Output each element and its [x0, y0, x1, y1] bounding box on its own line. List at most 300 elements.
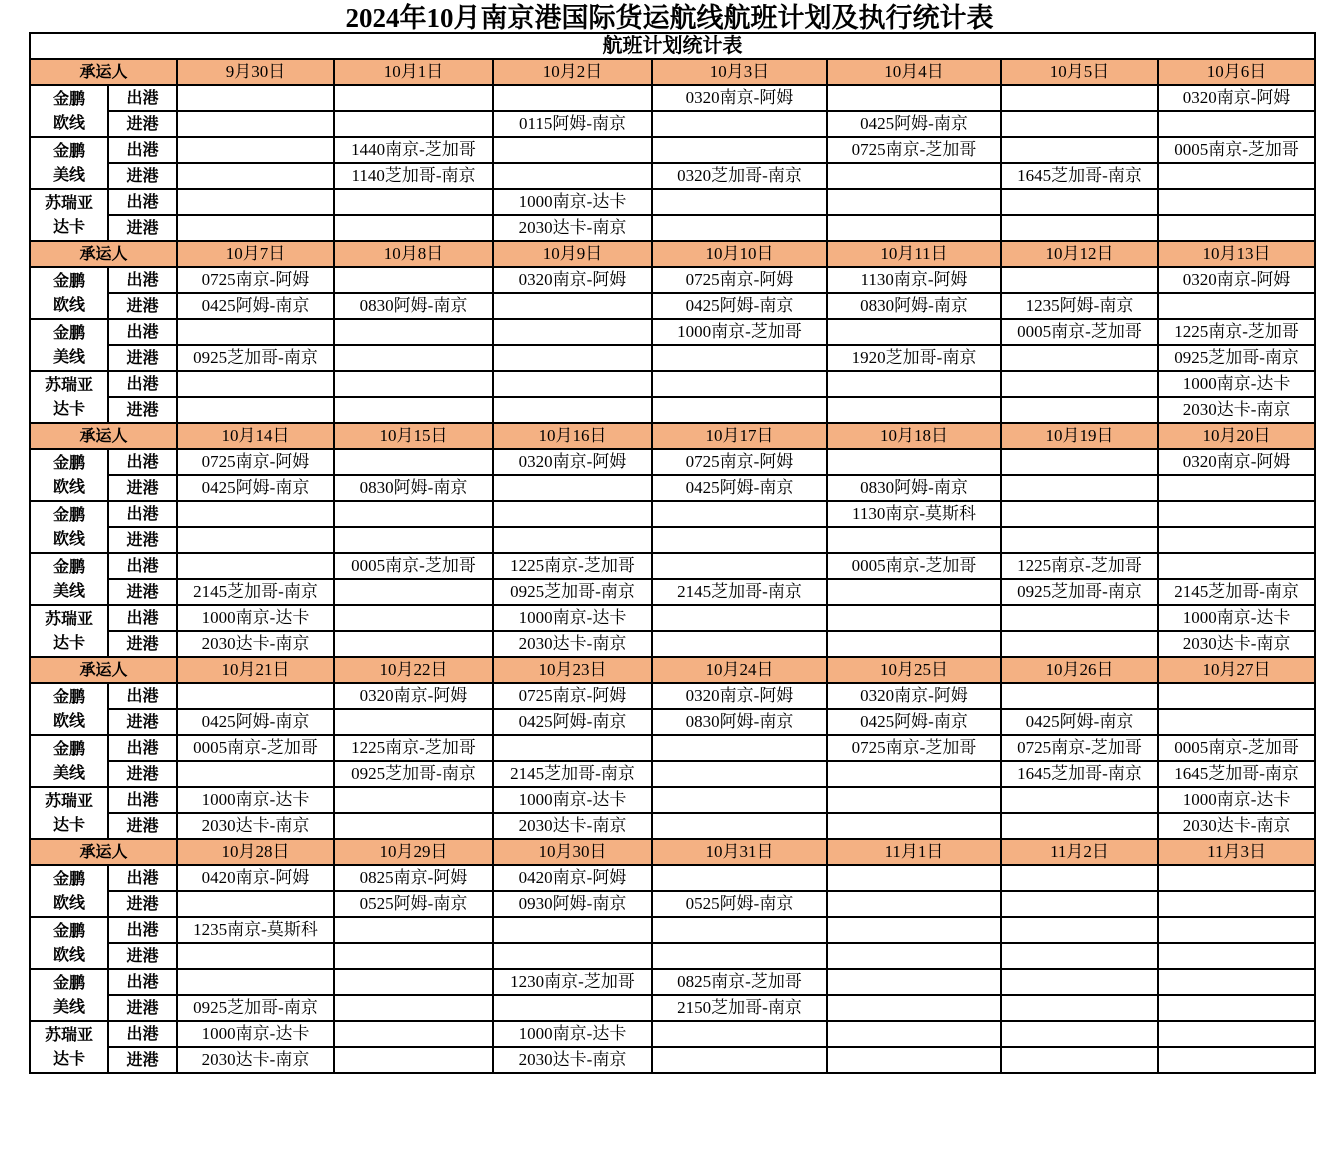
- carrier-name-line: 苏瑞亚: [44, 1025, 93, 1044]
- flight-cell: [1001, 85, 1158, 111]
- flight-cell: [493, 917, 652, 943]
- carrier-header: 承运人: [30, 657, 177, 683]
- flight-cell: [493, 163, 652, 189]
- flight-cell: 0425阿姆-南京: [652, 475, 827, 501]
- carrier-header: 承运人: [30, 423, 177, 449]
- flight-cell: [334, 527, 493, 553]
- flight-cell: 0830阿姆-南京: [652, 709, 827, 735]
- carrier-cell: [30, 189, 108, 241]
- direction-cell: 进港: [108, 345, 177, 371]
- date-header: 10月29日: [334, 839, 493, 865]
- table-row: [30, 709, 1315, 735]
- flight-cell: [827, 891, 1001, 917]
- flight-cell: [177, 371, 334, 397]
- flight-cell: [1158, 969, 1315, 995]
- table-row: [30, 605, 1315, 631]
- flight-cell: [1158, 111, 1315, 137]
- flight-cell: [493, 397, 652, 423]
- flight-cell: [177, 397, 334, 423]
- flight-cell: [1158, 501, 1315, 527]
- flight-cell: [334, 969, 493, 995]
- flight-cell: [827, 865, 1001, 891]
- flight-cell: 1000南京-达卡: [493, 1021, 652, 1047]
- flight-cell: 1440南京-芝加哥: [334, 137, 493, 163]
- date-header: 10月5日: [1001, 59, 1158, 85]
- date-header: 10月8日: [334, 241, 493, 267]
- date-header: 10月7日: [177, 241, 334, 267]
- flight-cell: [334, 813, 493, 839]
- carrier-name-line: 欧线: [52, 295, 85, 314]
- flight-cell: [1001, 605, 1158, 631]
- flight-cell: [1158, 995, 1315, 1021]
- flight-cell: [334, 709, 493, 735]
- flight-cell: 0525阿姆-南京: [652, 891, 827, 917]
- flight-cell: 1000南京-达卡: [493, 787, 652, 813]
- flight-cell: 2030达卡-南京: [493, 1047, 652, 1073]
- flight-cell: [1158, 943, 1315, 969]
- table-row: [30, 735, 1315, 761]
- flight-cell: 0525阿姆-南京: [334, 891, 493, 917]
- table-row: [30, 891, 1315, 917]
- flight-cell: [1001, 475, 1158, 501]
- carrier-cell: [30, 553, 108, 605]
- flight-cell: 0825南京-阿姆: [334, 865, 493, 891]
- flight-cell: 2145芝加哥-南京: [1158, 579, 1315, 605]
- direction-cell: 出港: [108, 735, 177, 761]
- carrier-name-line: 欧线: [52, 477, 85, 496]
- flight-cell: [652, 813, 827, 839]
- carrier-cell: [30, 605, 108, 657]
- flight-cell: 0425阿姆-南京: [652, 293, 827, 319]
- table-row: [30, 943, 1315, 969]
- flight-cell: [177, 943, 334, 969]
- flight-cell: 0320南京-阿姆: [493, 267, 652, 293]
- direction-cell: 出港: [108, 787, 177, 813]
- flight-cell: [1001, 943, 1158, 969]
- date-header: 10月12日: [1001, 241, 1158, 267]
- page-title: 2024年10月南京港国际货运航线航班计划及执行统计表: [345, 3, 994, 33]
- carrier-cell: [30, 85, 108, 137]
- flight-cell: [652, 137, 827, 163]
- direction-cell: 进港: [108, 943, 177, 969]
- flight-cell: 0725南京-阿姆: [177, 267, 334, 293]
- flight-cell: 2030达卡-南京: [493, 631, 652, 657]
- direction-cell: 进港: [108, 215, 177, 241]
- carrier-name-line: 欧线: [52, 113, 85, 132]
- date-header: 10月23日: [493, 657, 652, 683]
- flight-cell: [177, 527, 334, 553]
- carrier-cell: [30, 969, 108, 1021]
- table-row: [30, 85, 1315, 111]
- carrier-name-line: 欧线: [52, 529, 85, 548]
- table-row: [30, 319, 1315, 345]
- carrier-cell: [30, 683, 108, 735]
- flight-cell: 0320南京-阿姆: [652, 683, 827, 709]
- date-header: 10月3日: [652, 59, 827, 85]
- flight-cell: 0320南京-阿姆: [493, 449, 652, 475]
- direction-cell: 出港: [108, 189, 177, 215]
- flight-cell: [493, 293, 652, 319]
- flight-cell: 1225南京-芝加哥: [1001, 553, 1158, 579]
- flight-cell: [1158, 553, 1315, 579]
- date-header: 10月27日: [1158, 657, 1315, 683]
- flight-cell: 1225南京-芝加哥: [493, 553, 652, 579]
- table-row: [30, 865, 1315, 891]
- date-header: 10月17日: [652, 423, 827, 449]
- flight-cell: [652, 527, 827, 553]
- carrier-name-line: 美线: [52, 763, 85, 782]
- flight-cell: 0425阿姆-南京: [1001, 709, 1158, 735]
- carrier-cell: [30, 501, 108, 553]
- flight-cell: [177, 969, 334, 995]
- flight-cell: [493, 527, 652, 553]
- carrier-name-line: 美线: [52, 165, 85, 184]
- direction-cell: 出港: [108, 865, 177, 891]
- flight-cell: [177, 85, 334, 111]
- flight-cell: [652, 787, 827, 813]
- flight-cell: [177, 553, 334, 579]
- flight-cell: [652, 1021, 827, 1047]
- flight-cell: 0320南京-阿姆: [1158, 267, 1315, 293]
- flight-cell: 0320南京-阿姆: [1158, 449, 1315, 475]
- carrier-cell: [30, 865, 108, 917]
- flight-cell: [827, 631, 1001, 657]
- carrier-name-line: 金鹏: [52, 323, 85, 342]
- table-row: [30, 137, 1315, 163]
- direction-cell: 出港: [108, 553, 177, 579]
- flight-cell: 1645芝加哥-南京: [1001, 163, 1158, 189]
- flight-cell: [652, 553, 827, 579]
- flight-cell: [652, 371, 827, 397]
- flight-cell: [652, 761, 827, 787]
- flight-cell: 1645芝加哥-南京: [1001, 761, 1158, 787]
- flight-cell: 0320南京-阿姆: [827, 683, 1001, 709]
- table-row: [30, 683, 1315, 709]
- flight-cell: [652, 501, 827, 527]
- direction-cell: 进港: [108, 527, 177, 553]
- flight-cell: 0320南京-阿姆: [1158, 85, 1315, 111]
- flight-cell: [652, 215, 827, 241]
- date-header: 10月4日: [827, 59, 1001, 85]
- flight-cell: 0005南京-芝加哥: [177, 735, 334, 761]
- flight-cell: [1001, 267, 1158, 293]
- flight-cell: [334, 215, 493, 241]
- carrier-cell: [30, 787, 108, 839]
- date-header: 9月30日: [177, 59, 334, 85]
- carrier-name-line: 苏瑞亚: [44, 609, 93, 628]
- table-row: [30, 371, 1315, 397]
- direction-cell: 进港: [108, 579, 177, 605]
- flight-cell: 0925芝加哥-南京: [493, 579, 652, 605]
- carrier-name-line: 欧线: [52, 711, 85, 730]
- table-row: [30, 293, 1315, 319]
- flight-cell: 0930阿姆-南京: [493, 891, 652, 917]
- flight-cell: 1000南京-达卡: [1158, 371, 1315, 397]
- flight-cell: [493, 995, 652, 1021]
- flight-cell: 2030达卡-南京: [177, 631, 334, 657]
- flight-cell: 2145芝加哥-南京: [493, 761, 652, 787]
- flight-cell: [1001, 891, 1158, 917]
- flight-cell: [177, 319, 334, 345]
- direction-cell: 进港: [108, 891, 177, 917]
- flight-cell: [177, 215, 334, 241]
- direction-cell: 进港: [108, 709, 177, 735]
- date-header: 10月28日: [177, 839, 334, 865]
- direction-cell: 出港: [108, 1021, 177, 1047]
- carrier-cell: [30, 371, 108, 423]
- carrier-name-line: 美线: [52, 997, 85, 1016]
- flight-cell: 2145芝加哥-南京: [652, 579, 827, 605]
- flight-cell: [1158, 865, 1315, 891]
- flight-cell: 0725南京-芝加哥: [827, 137, 1001, 163]
- table-row: [30, 501, 1315, 527]
- carrier-name-line: 金鹏: [52, 557, 85, 576]
- flight-cell: 1230南京-芝加哥: [493, 969, 652, 995]
- flight-cell: 2030达卡-南京: [1158, 813, 1315, 839]
- flight-cell: [177, 683, 334, 709]
- flight-cell: 1130南京-阿姆: [827, 267, 1001, 293]
- carrier-name-line: 金鹏: [52, 505, 85, 524]
- carrier-name-line: 金鹏: [52, 453, 85, 472]
- carrier-name-line: 美线: [52, 347, 85, 366]
- date-header: 11月1日: [827, 839, 1001, 865]
- flight-cell: 1130南京-莫斯科: [827, 501, 1001, 527]
- flight-cell: 0725南京-阿姆: [652, 267, 827, 293]
- flight-cell: [1158, 891, 1315, 917]
- flight-cell: [1001, 371, 1158, 397]
- flight-cell: 0830阿姆-南京: [334, 293, 493, 319]
- direction-cell: 出港: [108, 371, 177, 397]
- date-header: 10月13日: [1158, 241, 1315, 267]
- table-row: [30, 761, 1315, 787]
- table-row: [30, 995, 1315, 1021]
- carrier-name-line: 达卡: [52, 633, 85, 652]
- flight-cell: [652, 111, 827, 137]
- flight-cell: [827, 85, 1001, 111]
- flight-cell: [1158, 475, 1315, 501]
- flight-cell: [1158, 917, 1315, 943]
- flight-cell: [652, 189, 827, 215]
- table-row: [30, 553, 1315, 579]
- direction-cell: 进港: [108, 631, 177, 657]
- flight-cell: [334, 1047, 493, 1073]
- flight-cell: [493, 501, 652, 527]
- flight-cell: [827, 969, 1001, 995]
- direction-cell: 进港: [108, 293, 177, 319]
- flight-cell: [827, 787, 1001, 813]
- date-header: 10月9日: [493, 241, 652, 267]
- flight-cell: [827, 995, 1001, 1021]
- direction-cell: 进港: [108, 475, 177, 501]
- carrier-name-line: 欧线: [52, 893, 85, 912]
- flight-cell: [1158, 215, 1315, 241]
- flight-cell: 0320芝加哥-南京: [652, 163, 827, 189]
- flight-cell: [177, 189, 334, 215]
- carrier-name-line: 金鹏: [52, 869, 85, 888]
- table-row: [30, 189, 1315, 215]
- week-header-row: [30, 59, 1315, 85]
- flight-cell: [334, 579, 493, 605]
- flight-cell: [334, 85, 493, 111]
- table-row: [30, 111, 1315, 137]
- date-header: 10月31日: [652, 839, 827, 865]
- flight-cell: 0825南京-芝加哥: [652, 969, 827, 995]
- carrier-name-line: 达卡: [52, 815, 85, 834]
- flight-cell: [493, 137, 652, 163]
- table-row: [30, 449, 1315, 475]
- date-header: 10月26日: [1001, 657, 1158, 683]
- flight-cell: [1001, 1047, 1158, 1073]
- flight-cell: [177, 137, 334, 163]
- date-header: 10月30日: [493, 839, 652, 865]
- flight-cell: [1001, 1021, 1158, 1047]
- flight-cell: [1001, 631, 1158, 657]
- flight-cell: [177, 891, 334, 917]
- carrier-name-line: 苏瑞亚: [44, 193, 93, 212]
- flight-cell: [827, 371, 1001, 397]
- flight-cell: 2030达卡-南京: [493, 813, 652, 839]
- direction-cell: 进港: [108, 163, 177, 189]
- flight-cell: [334, 189, 493, 215]
- flight-cell: 0425阿姆-南京: [177, 293, 334, 319]
- flight-cell: 0320南京-阿姆: [334, 683, 493, 709]
- flight-cell: 1235南京-莫斯科: [177, 917, 334, 943]
- date-header: 10月24日: [652, 657, 827, 683]
- flight-cell: [493, 345, 652, 371]
- flight-cell: [827, 527, 1001, 553]
- flight-cell: 0925芝加哥-南京: [177, 345, 334, 371]
- flight-cell: [1001, 449, 1158, 475]
- flight-cell: [334, 449, 493, 475]
- flight-cell: [1158, 1021, 1315, 1047]
- direction-cell: 进港: [108, 761, 177, 787]
- flight-cell: 1920芝加哥-南京: [827, 345, 1001, 371]
- flight-cell: [652, 735, 827, 761]
- flight-schedule-table: [29, 32, 1316, 1074]
- table-row: [30, 579, 1315, 605]
- flight-cell: [334, 995, 493, 1021]
- direction-cell: 出港: [108, 449, 177, 475]
- flight-cell: [493, 319, 652, 345]
- carrier-name-line: 美线: [52, 581, 85, 600]
- flight-cell: 0005南京-芝加哥: [827, 553, 1001, 579]
- flight-cell: [334, 501, 493, 527]
- flight-cell: 2030达卡-南京: [1158, 631, 1315, 657]
- flight-cell: 0425阿姆-南京: [827, 111, 1001, 137]
- carrier-cell: [30, 917, 108, 969]
- flight-cell: 0925芝加哥-南京: [1001, 579, 1158, 605]
- flight-cell: 0830阿姆-南京: [334, 475, 493, 501]
- carrier-header: 承运人: [30, 241, 177, 267]
- flight-cell: 1235阿姆-南京: [1001, 293, 1158, 319]
- table-row: [30, 1021, 1315, 1047]
- flight-cell: 1225南京-芝加哥: [1158, 319, 1315, 345]
- carrier-cell: [30, 735, 108, 787]
- flight-cell: [493, 371, 652, 397]
- carrier-name-line: 达卡: [52, 1049, 85, 1068]
- flight-cell: 0005南京-芝加哥: [1001, 319, 1158, 345]
- table-row: [30, 631, 1315, 657]
- date-header: 10月20日: [1158, 423, 1315, 449]
- flight-cell: [1001, 501, 1158, 527]
- flight-cell: 2030达卡-南京: [177, 1047, 334, 1073]
- flight-cell: 0725南京-阿姆: [652, 449, 827, 475]
- flight-cell: [177, 761, 334, 787]
- date-header: 10月11日: [827, 241, 1001, 267]
- week-header-row: [30, 839, 1315, 865]
- flight-cell: 0005南京-芝加哥: [334, 553, 493, 579]
- carrier-name-line: 达卡: [52, 217, 85, 236]
- table-row: [30, 397, 1315, 423]
- week-header-row: [30, 657, 1315, 683]
- date-header: 10月2日: [493, 59, 652, 85]
- table-row: [30, 1047, 1315, 1073]
- flight-cell: 2030达卡-南京: [177, 813, 334, 839]
- carrier-name-line: 达卡: [52, 399, 85, 418]
- flight-cell: 0830阿姆-南京: [827, 293, 1001, 319]
- flight-cell: [827, 449, 1001, 475]
- date-header: 10月1日: [334, 59, 493, 85]
- flight-cell: 0925芝加哥-南京: [1158, 345, 1315, 371]
- flight-cell: 2030达卡-南京: [493, 215, 652, 241]
- week-header-row: [30, 241, 1315, 267]
- table-row: [30, 345, 1315, 371]
- date-header: 10月21日: [177, 657, 334, 683]
- table-row: [30, 813, 1315, 839]
- flight-cell: [1001, 527, 1158, 553]
- table-subtitle: 航班计划统计表: [30, 33, 1315, 59]
- flight-cell: [177, 163, 334, 189]
- carrier-name-line: 金鹏: [52, 687, 85, 706]
- flight-cell: 1140芝加哥-南京: [334, 163, 493, 189]
- flight-cell: [652, 1047, 827, 1073]
- flight-cell: [1001, 683, 1158, 709]
- flight-cell: [827, 917, 1001, 943]
- direction-cell: 出港: [108, 85, 177, 111]
- direction-cell: 出港: [108, 137, 177, 163]
- carrier-cell: [30, 137, 108, 189]
- flight-cell: 1000南京-达卡: [177, 605, 334, 631]
- flight-cell: [177, 501, 334, 527]
- flight-cell: [334, 267, 493, 293]
- flight-cell: [652, 865, 827, 891]
- flight-cell: 0425阿姆-南京: [177, 475, 334, 501]
- table-row: [30, 475, 1315, 501]
- flight-cell: [652, 943, 827, 969]
- flight-cell: 0925芝加哥-南京: [334, 761, 493, 787]
- table-row: [30, 215, 1315, 241]
- direction-cell: 出港: [108, 917, 177, 943]
- flight-cell: 0725南京-阿姆: [493, 683, 652, 709]
- carrier-name-line: 金鹏: [52, 921, 85, 940]
- carrier-cell: [30, 319, 108, 371]
- flight-cell: [1001, 917, 1158, 943]
- flight-cell: 0925芝加哥-南京: [177, 995, 334, 1021]
- flight-cell: [827, 189, 1001, 215]
- table-row: [30, 787, 1315, 813]
- flight-cell: 0830阿姆-南京: [827, 475, 1001, 501]
- flight-cell: 0725南京-芝加哥: [827, 735, 1001, 761]
- carrier-header: 承运人: [30, 59, 177, 85]
- flight-cell: 0420南京-阿姆: [493, 865, 652, 891]
- flight-cell: [1001, 865, 1158, 891]
- flight-cell: [334, 631, 493, 657]
- direction-cell: 出港: [108, 605, 177, 631]
- table-row: [30, 917, 1315, 943]
- flight-cell: [652, 397, 827, 423]
- flight-cell: [652, 631, 827, 657]
- flight-cell: [1158, 709, 1315, 735]
